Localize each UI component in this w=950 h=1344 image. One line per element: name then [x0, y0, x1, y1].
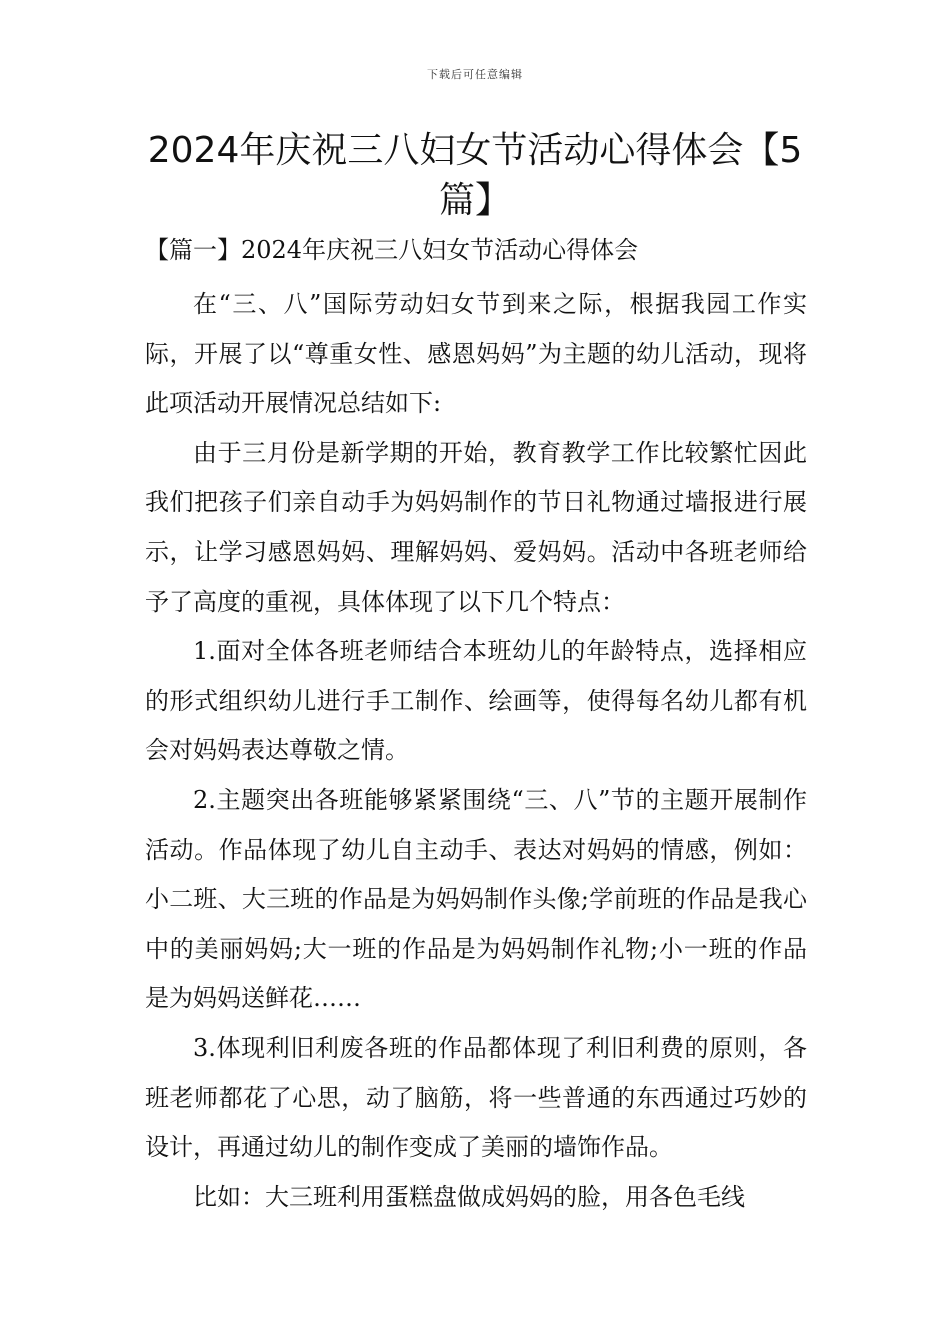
document-body — [145, 280, 807, 1222]
section-heading: 【篇一】2024年庆祝三八妇女节活动心得体会 — [145, 236, 639, 264]
paragraph: 3.体现利旧利废各班的作品都体现了利旧利费的原则，各班老师都花了心思，动了脑筋，将一些普通的东西通过巧妙的设计，再通过幼儿的制作变成了美丽的墙饰作品。 — [145, 1033, 807, 1162]
paragraph: 2.主题突出各班能够紧紧围绕“三、八”节的主题开展制作活动。作品体现了幼儿自主动手、表达对妈妈的情感，例如：小二班、大三班的作品是为妈妈制作头像;学前班的作品是我心中的美丽妈妈;大一班的作品是为妈妈制作礼物;小一班的作品是为妈妈送鲜花…… — [145, 785, 807, 1013]
paragraph: 由于三月份是新学期的开始，教育教学工作比较繁忙因此我们把孩子们亲自动手为妈妈制作的节日礼物通过墙报进行展示，让学习感恩妈妈、理解妈妈、爱妈妈。活动中各班老师给予了高度的重视，具体体现了以下几个特点： — [145, 438, 807, 616]
header-note: 下载后可任意编辑 — [427, 68, 523, 81]
paragraph: 比如：大三班利用蛋糕盘做成妈妈的脸，用各色毛线 — [193, 1182, 745, 1211]
document-title: 2024年庆祝三八妇女节活动心得体会【5篇】 — [147, 130, 803, 221]
paragraph: 在“三、八”国际劳动妇女节到来之际，根据我园工作实际，开展了以“尊重女性、感恩妈妈”为主题的幼儿活动，现将此项活动开展情况总结如下: — [145, 290, 807, 418]
paragraph: 1.面对全体各班老师结合本班幼儿的年龄特点，选择相应的形式组织幼儿进行手工制作、绘画等，使得每名幼儿都有机会对妈妈表达尊敬之情。 — [145, 637, 807, 765]
